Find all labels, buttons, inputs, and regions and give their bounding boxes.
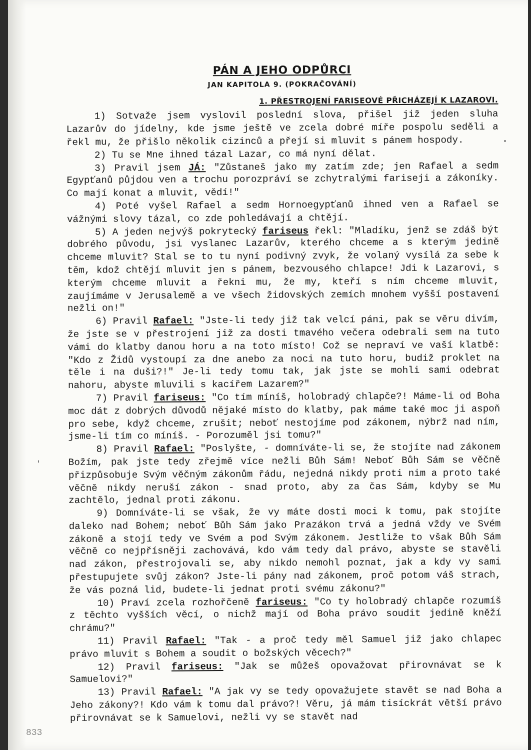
speaker-name: fariseus:	[255, 596, 308, 608]
paragraph	[67, 160, 499, 201]
paragraph	[70, 685, 502, 726]
paragraph	[69, 633, 501, 661]
paragraph-text-rest: "Jste-li tedy již tak velcí páni, pak se věru divím, že jste se v přestrojení již za dosti tmavého večera odebrali sem na tuto vámi do klatby danou horu a na toto místo! Což se nepraví ve vaší klatbě: "Kdo z Židů vystoupí za dne anebo za noci na tuto horu, budiž proklet na těle i na duši?!" Je-li tedy tomu tak, jak jste se mohli sami odebrat nahoru, abyste mluvili s kacířem Lazarem?"	[67, 313, 500, 392]
speaker-name: fariseus:	[153, 392, 206, 404]
title-block	[66, 63, 498, 92]
speaker-name: Rafael:	[162, 686, 203, 698]
paragraph	[69, 505, 502, 597]
speaker-name: fariseus	[262, 225, 309, 237]
paragraph-text: 4) Poté vyšel Rafael a sedm Hornoegypťanů ihned ven a Rafael se vážnými slovy tázal, co zde pohledávají a chtějí.	[66, 198, 499, 225]
section-number: 1.	[259, 96, 268, 106]
paragraph-text: 10) Praví zcela rozhořčeně	[97, 596, 256, 609]
paragraph-text-rest: "Co ty holobradý chlapče rozumíš z těchto vyšších věcí, o nichž mají od Boha právo soudit jedině kněží chrámu?"	[69, 595, 502, 635]
paragraph	[67, 224, 500, 316]
paragraph-text: 5) A jeden nejvýš pokrytecký	[94, 225, 263, 238]
paragraph-text-rest: "Co tím míníš, holobradý chlapče?! Máme-li od Boha moc dát z dobrých důvodů nějaké místo do klatby, pak máme také moc ji aspoň pro sebe, když chceme, zrušit; neboť nestojíme pod zákonem, nýbrž nad ním, jsme-li tím co míníš. - Porozuměl jsi tomu?"	[68, 390, 501, 443]
paragraph-text: 1) Sotvaže jsem vyslovil poslední slova, přišel již jeden sluha Lazarův do jídelny, kde jsme ještě ve zcela dobré míře pospolu seděli a řekl mu, že přišlo několik cizinců a přejí si mluvit s pánem hospody.	[66, 108, 499, 148]
paragraph-text-rest: "Zůstaneš jako my zatím zde; jen Rafael a sedm Egypťanů půjdou ven a trochu porozpráví se zchytralými fariseji a zákoníky. Co mají konat a mluvit, vědí!"	[66, 159, 499, 200]
scanned-page	[8, 0, 528, 750]
paragraph-text: 3) Pravil jsem	[94, 161, 189, 174]
speaker-name: Rafael:	[154, 443, 195, 455]
paragraph-text: 8) Pravil	[96, 443, 155, 455]
section-title: PŘESTROJENÍ FARISEOVÉ PŘICHÁZEJÍ K LAZAROVI.	[270, 94, 499, 106]
speaker-name: fariseus:	[171, 660, 224, 673]
paragraph-text: 2) Tu se Mne ihned tázal Lazar, co má nyní dělat.	[94, 147, 377, 161]
paragraph-text-rest: "Poslyšte, - domníváte-li se, že stojíte nad zákonem Božím, pak jste tedy zřejmě více nežli Bůh Sám! Neboť Bůh Sám se věčně přizpůsobuje Svým věčným zákonům řádu, nejedná nikdy proti nim a proto také věčně nikdy neruší zákon - snad proto, aby za čas Sám, kdyby se Mu zachtělo, jednal proti zákonu.	[68, 441, 501, 507]
page-binding-shadow	[8, 0, 26, 750]
speaker-name: Rafael:	[165, 635, 207, 647]
paragraph	[68, 441, 500, 508]
paragraph-text: 6) Pravil	[95, 315, 154, 327]
paragraph-list	[66, 109, 502, 726]
paragraph-text-rest: řekl: "Mladíku, jenž se zdáš být dobrého původu, jsi vyslanec Lazarův, kterého chceme a s kterým jedině chceme mluvit? Stal se to tu nyní podivný zvyk, že volaný vysílá za sebe k těm, kdož chtějí mluvit jen s pánem, bezvousého chlapce! Jdi k Lazarovi, s kterým chceme mluvit a řekni mu, že my, kteří s ním chceme mluvit, zaujímáme v Jerusalemě a ve všech židovských zemích mnohem vyšší postavení nežli on!"	[67, 223, 500, 315]
scan-speck	[38, 460, 39, 463]
paragraph	[66, 109, 498, 150]
speaker-name: Rafael:	[153, 315, 194, 327]
paragraph	[68, 313, 500, 392]
paragraph	[70, 659, 502, 687]
page-content	[66, 63, 502, 725]
speaker-name: JÁ:	[188, 161, 206, 173]
paragraph-text: 7) Pravil	[95, 392, 154, 404]
paragraph-text-rest: "Tak - a proč tedy měl Samuel již jako chlapec právo mluvit s Bohem a soudit o božských věcech?"	[69, 633, 502, 660]
paragraph-text: 12) Pravil	[97, 661, 172, 673]
scan-speck	[504, 140, 506, 142]
paragraph-text: 11) Pravil	[97, 635, 166, 647]
section-heading	[66, 94, 498, 109]
paragraph	[69, 595, 501, 636]
paragraph-text: 13) Pravil	[97, 686, 163, 699]
paragraph-text-rest: "Jak se můžeš opovažovat přirovnávat se k Samuelovi?"	[69, 659, 502, 686]
paragraph-text-rest: "A jak vy se tedy opovažujete stavět se nad Boha a Jeho zákony?! Kdo vám k tomu dal právo?! Věru, já mám tisíckrát větší právo přirovnávat se k Samuelovi, nežli vy se stavět nad	[69, 684, 502, 724]
page-title: PÁN A JEHO ODPŮRCI	[212, 63, 352, 78]
paragraph	[67, 198, 499, 226]
paragraph	[68, 390, 500, 444]
paragraph-text: 9) Domníváte-li se však, že vy máte dosti moci k tomu, pak stojíte daleko nad Bohem; neboť Bůh Sám jako Prazákon trvá a jedná vždy ve Svém zákoně a stojí tedy ve Svém a pod Svým zákonem. Jestliže to však Bůh Sám věčně co nejpřísněji zachovává, kdo vám tedy dal právo, abyste se stavěli nad zákon, přestrojovali se, aby nikdo nemohl poznat, jak a kdy vy sami přestupujete svůj zákon? Jste-li pány nad zákonem, proč potom váš strach, že vás pozná lid, budete-li jednat proti svému zákonu?"	[68, 505, 502, 596]
page-subtitle: JAN KAPITOLA 9. (POKRAČOVÁNÍ)	[207, 80, 357, 89]
footer-mark: 833	[26, 728, 43, 738]
